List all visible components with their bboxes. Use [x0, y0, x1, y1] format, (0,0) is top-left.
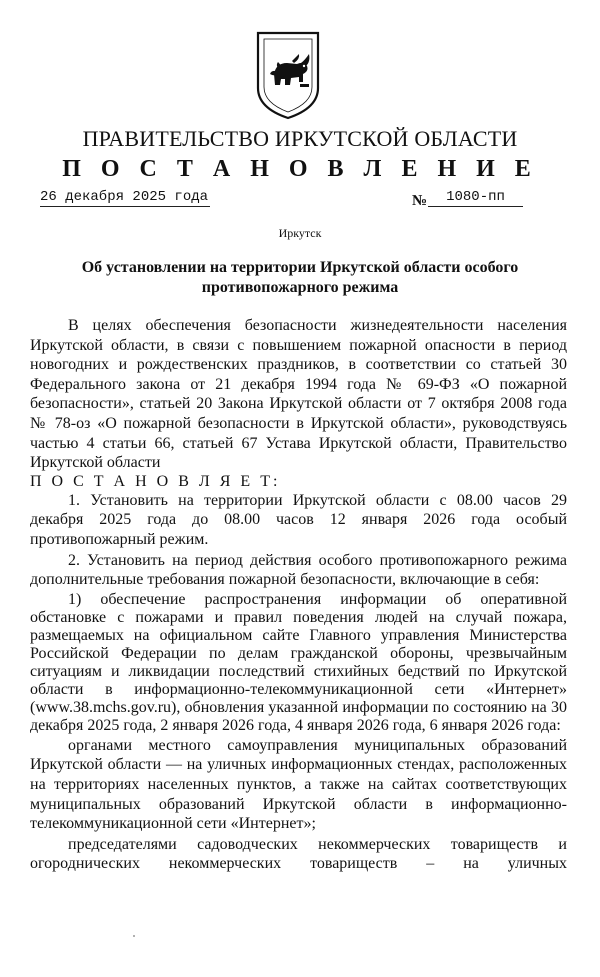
paragraph-2-1-b: председателями садоводческих некоммерческих товариществ и огороднических некоммерческих товариществ – на уличных — [30, 835, 567, 873]
document-number: 1080-пп — [428, 189, 523, 207]
decree-word: П О С Т А Н О В Л Я Е Т: — [30, 472, 281, 490]
government-name: ПРАВИТЕЛЬСТВО ИРКУТСКОЙ ОБЛАСТИ — [82, 126, 518, 151]
paragraph-2: 2. Установить на период действия особого противопожарного режима дополнительные требования пожарной безопасности, включающие в себя: — [30, 551, 567, 589]
coat-of-arms-icon — [254, 30, 322, 120]
paragraph-2-1-a: органами местного самоуправления муниципальных образований Иркутской области — на уличных информационных стендах, расположенных на территориях населенных пунктов, а также на сайтах соответствующих муниципальных образований Иркутской области в информационно-телекоммуникационной сети «Интернет»; — [30, 736, 567, 833]
document-subject: Об установлении на территории Иркутской области особого противопожарного режима — [81, 259, 519, 296]
document-date: 26 декабря 2025 года — [40, 189, 209, 205]
document-type-title: П О С Т А Н О В Л Е Н И Е — [62, 156, 538, 182]
document-number-label: № — [412, 193, 428, 209]
paragraph-1: 1. Установить на территории Иркутской области с 08.00 часов 29 декабря 2025 года до 08.00 часов 12 января 2026 года особый противопожарный режим. — [30, 491, 567, 548]
preamble-paragraph: В целях обеспечения безопасности жизнедеятельности населения Иркутской области, в связи с повышением пожарной опасности в период новогодних и рождественских праздников, в соответствии со статьей 30 Федерального закона от 21 декабря 1994 года № 69-ФЗ «О пожарной безопасности», статьей 20 Закона Иркутской области от 7 октября 2008 года № 78-оз «О пожарной безопасности в Иркутской области», руководствуясь частью 4 статьи 66, статьей 67 Устава Иркутской области, Правительство Иркутской области — [30, 317, 567, 472]
paragraph-2-1: 1) обеспечение распространения информации об оперативной обстановке с пожарами и правил поведения людей на случай пожара, размещаемых на официальном сайте Главного управления Министерства Российской Федерации по делам гражданской обороны, чрезвычайным ситуациям и ликвидации последствий стихийных бедствий по Иркутской области в информационно-телекоммуникационной сети «Интернет» (www.38.mchs.gov.ru), обновления указанной информации по состоянию на 30 декабря 2025 года, 2 января 2026 года, 4 января 2026 года, 6 января 2026 года: — [30, 590, 567, 734]
document-city: Иркутск — [278, 226, 322, 240]
scan-speck — [133, 935, 135, 937]
document-body — [30, 316, 567, 875]
